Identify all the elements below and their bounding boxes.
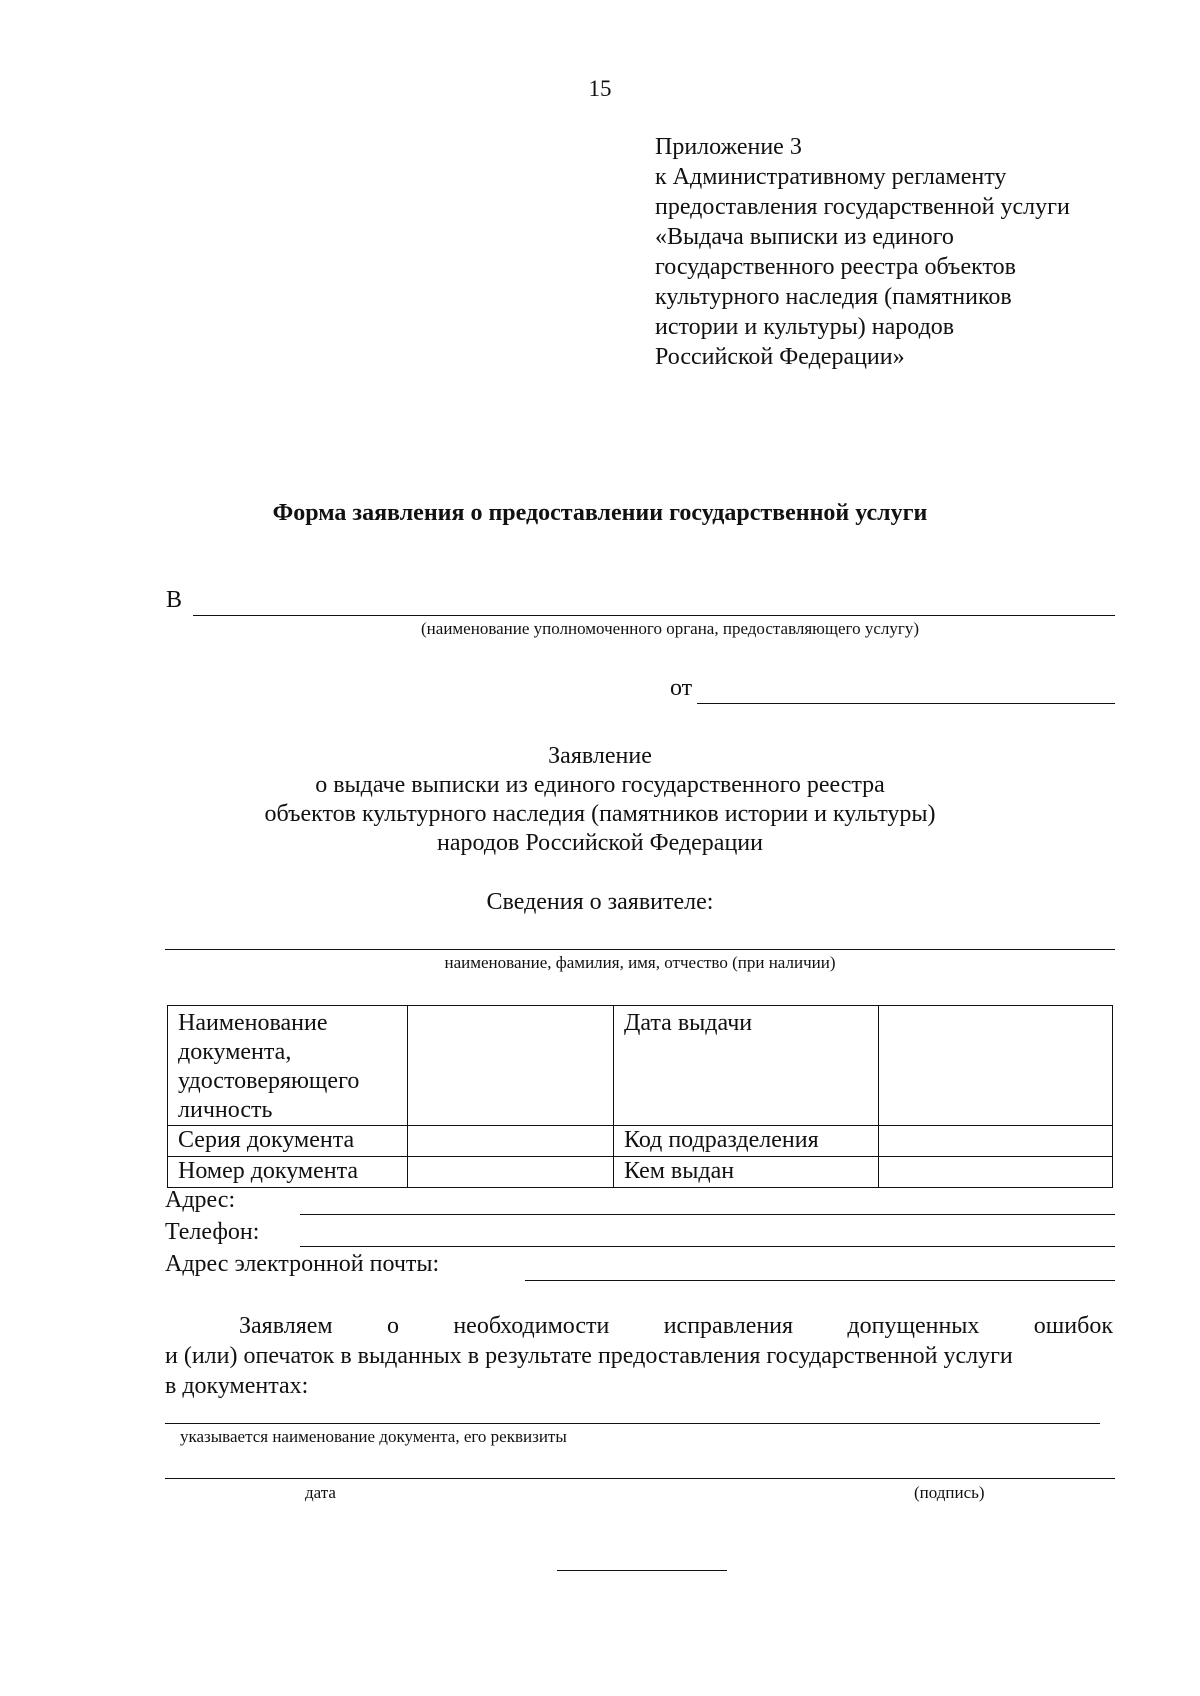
table-cell-label: Дата выдачи <box>614 1006 879 1126</box>
signature-caption: (подпись) <box>914 1483 985 1502</box>
appendix-line: Приложение 3 <box>655 134 802 160</box>
date-caption: дата <box>305 1483 336 1502</box>
appendix-line: культурного наследия (памятников <box>655 284 1012 310</box>
table-cell-value[interactable] <box>879 1006 1113 1126</box>
recipient-caption: (наименование уполномоченного органа, предоставляющего услугу) <box>421 619 919 638</box>
recipient-field-line[interactable] <box>193 615 1115 616</box>
appendix-line: «Выдача выписки из единого <box>655 224 954 250</box>
appendix-line: Российской Федерации» <box>655 344 905 370</box>
statement-line: народов Российской Федерации <box>437 830 763 856</box>
form-title: Форма заявления о предоставлении государственной услуги <box>272 500 928 526</box>
table-cell-value[interactable] <box>879 1126 1113 1157</box>
document-field-line[interactable] <box>165 1423 1100 1424</box>
appendix-line: предоставления государственной услуги <box>655 194 1070 220</box>
table-cell-value[interactable] <box>408 1157 614 1188</box>
table-cell-label: Наименование документа, удостоверяющего личность <box>168 1006 408 1126</box>
statement-line: объектов культурного наследия (памятников истории и культуры) <box>264 801 936 827</box>
phone-field-line[interactable] <box>300 1246 1115 1247</box>
identity-document-table <box>167 1005 1113 1188</box>
closing-separator <box>557 1570 727 1571</box>
statement-title <box>0 742 1200 858</box>
notice-line: и (или) опечаток в выданных в результате предоставления государственной услуги <box>165 1343 1013 1369</box>
table-cell-label: Номер документа <box>168 1157 408 1188</box>
email-field-line[interactable] <box>525 1280 1115 1281</box>
table-cell-label: Кем выдан <box>614 1157 879 1188</box>
address-label: Адрес: <box>165 1187 236 1213</box>
table-cell-value[interactable] <box>879 1157 1113 1188</box>
document-caption: указывается наименование документа, его реквизиты <box>180 1427 567 1446</box>
table-cell-value[interactable] <box>408 1006 614 1126</box>
appendix-header <box>655 132 1070 372</box>
table-cell-value[interactable] <box>408 1126 614 1157</box>
statement-line: о выдаче выписки из единого государственного реестра <box>315 772 885 798</box>
notice-line: Заявляем о необходимости исправления допущенных ошибок <box>239 1313 1113 1339</box>
address-field-line[interactable] <box>300 1214 1115 1215</box>
recipient-prefix: В <box>166 587 183 613</box>
sender-prefix: от <box>670 675 693 701</box>
date-signature-field-line[interactable] <box>165 1478 1115 1479</box>
phone-label: Телефон: <box>165 1219 260 1245</box>
notice-paragraph <box>165 1311 1113 1401</box>
table-cell-label: Серия документа <box>168 1126 408 1157</box>
appendix-line: истории и культуры) народов <box>655 314 955 340</box>
notice-line: в документах: <box>165 1373 309 1399</box>
statement-line: Заявление <box>548 743 652 769</box>
email-label: Адрес электронной почты: <box>165 1251 440 1277</box>
applicant-name-caption: наименование, фамилия, имя, отчество (при наличии) <box>444 953 836 972</box>
table-row <box>168 1126 1113 1157</box>
table-row <box>168 1157 1113 1188</box>
applicant-name-field-line[interactable] <box>165 949 1115 950</box>
table-row <box>168 1006 1113 1126</box>
appendix-line: к Административному регламенту <box>655 164 1007 190</box>
page-number: 15 <box>588 76 612 101</box>
appendix-line: государственного реестра объектов <box>655 254 1016 280</box>
sender-field-line[interactable] <box>697 703 1115 704</box>
applicant-heading: Сведения о заявителе: <box>486 889 714 915</box>
table-cell-label: Код подразделения <box>614 1126 879 1157</box>
